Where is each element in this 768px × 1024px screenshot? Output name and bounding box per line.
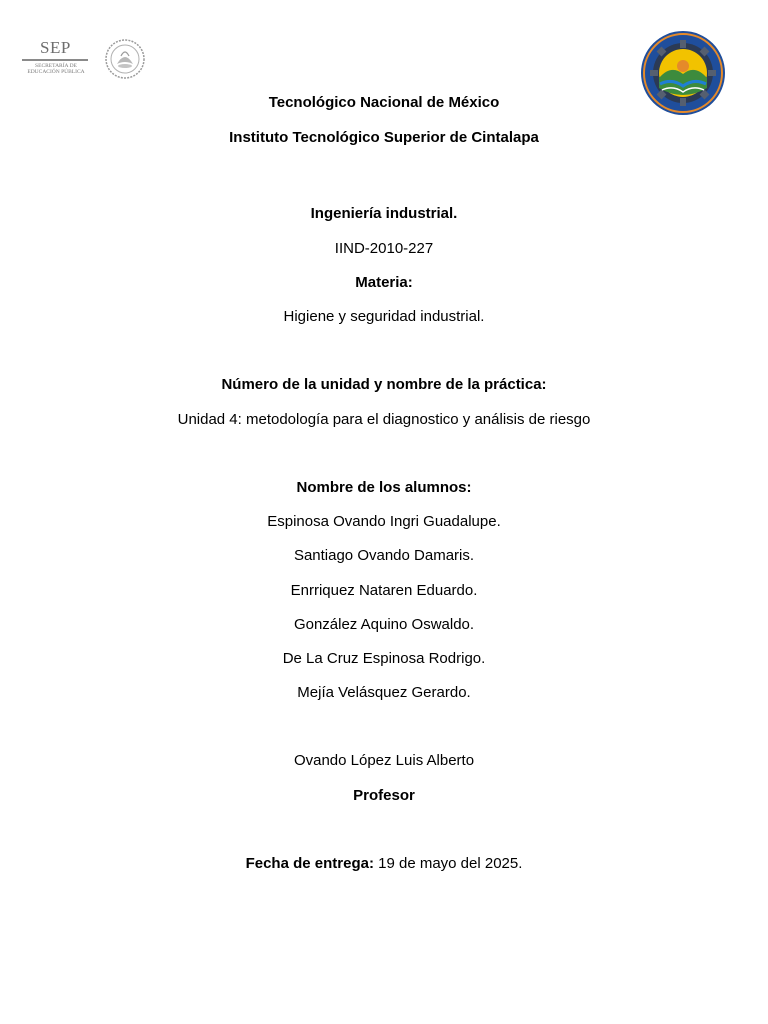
sep-logo-subtitle: [26, 63, 86, 75]
institute-name: Instituto Tecnológico Superior de Cintalapa: [229, 129, 539, 146]
sep-logo: [22, 38, 88, 78]
national-institution-name: Tecnológico Nacional de México: [268, 94, 500, 111]
sep-logo-subtitle-line2: EDUCACIÓN PÚBLICA: [27, 69, 85, 75]
sep-logo-rule: [22, 59, 88, 61]
student-name: De La Cruz Espinosa Rodrigo.: [282, 650, 486, 667]
unit-name: Unidad 4: metodología para el diagnostico y análisis de riesgo: [177, 411, 591, 428]
delivery-date-label: Fecha de entrega:: [245, 855, 374, 872]
student-name: Mejía Velásquez Gerardo.: [297, 684, 471, 701]
teacher-role: Profesor: [353, 787, 415, 804]
subject-label: Materia:: [355, 274, 413, 291]
subject-name: Higiene y seguridad industrial.: [283, 308, 485, 325]
student-name: Enrriquez Nataren Eduardo.: [290, 582, 478, 599]
mexican-coat-of-arms-seal-icon: [104, 38, 146, 80]
students-label: Nombre de los alumnos:: [296, 479, 472, 496]
career-code: IIND-2010-227: [334, 240, 434, 257]
unit-label: Número de la unidad y nombre de la práctica:: [221, 376, 547, 393]
sep-logo-word: SEP: [40, 38, 71, 57]
sep-logo-subtitle-line1: SECRETARÍA DE: [35, 63, 77, 69]
delivery-date-line: [0, 855, 768, 872]
student-name: Santiago Ovando Damaris.: [293, 547, 475, 564]
delivery-date-value: 19 de mayo del 2025.: [373, 855, 523, 872]
teacher-name: Ovando López Luis Alberto: [293, 752, 475, 769]
student-name: Espinosa Ovando Ingri Guadalupe.: [267, 513, 501, 530]
student-name: González Aquino Oswaldo.: [293, 616, 475, 633]
career-name: Ingeniería industrial.: [310, 205, 458, 222]
